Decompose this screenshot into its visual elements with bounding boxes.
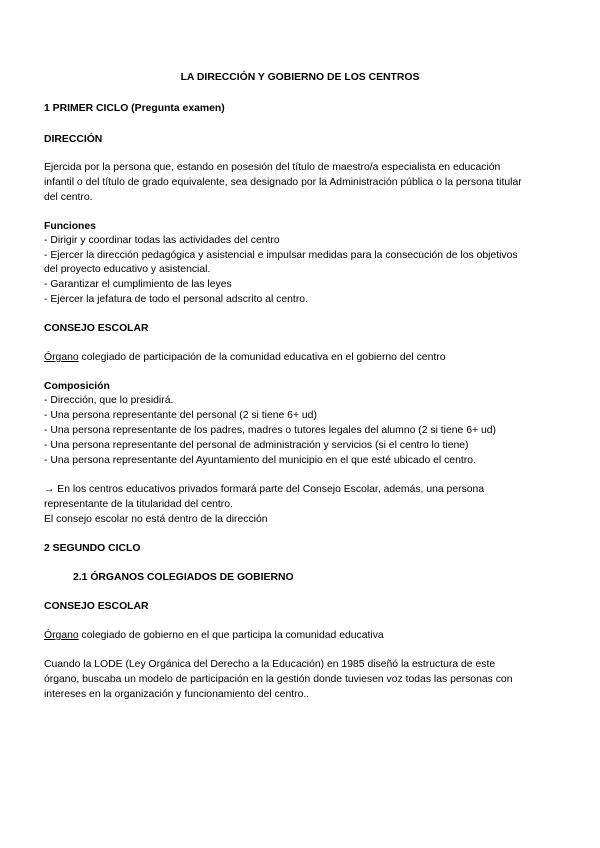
consejo-definition: Órgano colegiado de participación de la comunidad educativa en el gobierno del centro [44,352,446,363]
underlined-term: Órgano [44,630,79,641]
funciones-item: - Dirigir y coordinar todas las actividades del centro [44,235,280,246]
composicion-item: - Una persona representante del personal (2 si tiene 6+ ud) [44,410,317,421]
funciones-item: del proyecto educativo y asistencial. [44,264,211,275]
note-line: representante de la titularidad del centro. [44,499,233,510]
funciones-item: - Garantizar el cumplimiento de las leyes [44,279,232,290]
consejo2-heading: CONSEJO ESCOLAR [44,601,149,612]
composicion-item: - Una persona representante del Ayuntamiento del municipio en el que esté ubicado el centro. [44,455,476,466]
direccion-line-2: infantil o del título de grado equivalente, sea designado por la Administración pública o la persona titular [44,177,522,188]
direccion-heading: DIRECCIÓN [44,134,103,145]
note-line: El consejo escolar no está dentro de la dirección [44,514,268,525]
direccion-line-1: Ejercida por la persona que, estando en posesión del título de maestro/a especialista en educación [44,162,501,173]
section1-heading: 1 PRIMER CICLO (Pregunta examen) [44,103,225,114]
funciones-item: - Ejercer la dirección pedagógica y asistencial e impulsar medidas para la consecución de los objetivos [44,250,518,261]
funciones-heading: Funciones [44,221,96,232]
lode-line-3: intereses en la organización y funcionamiento del centro.. [44,689,310,700]
composicion-heading: Composición [44,381,110,392]
funciones-item: - Ejercer la jefatura de todo el personal adscrito al centro. [44,294,308,305]
section2-subheading: 2.1 ÓRGANOS COLEGIADOS DE GOBIERNO [73,572,294,583]
composicion-item: - Dirección, que lo presidirá. [44,395,174,406]
composicion-item: - Una persona representante de los padres, madres o tutores legales del alumno (2 si tiene 6+ ud) [44,425,496,436]
consejo-heading: CONSEJO ESCOLAR [44,323,149,334]
note-line: → En los centros educativos privados formará parte del Consejo Escolar, además, una persona [44,484,485,495]
composicion-item: - Una persona representante del personal de administración y servicios (si el centro lo tiene) [44,440,469,451]
direccion-line-3: del centro. [44,192,93,203]
lode-line-1: Cuando la LODE (Ley Orgánica del Derecho a la Educación) en 1985 diseñó la estructura de este [44,659,496,670]
document-title: LA DIRECCIÓN Y GOBIERNO DE LOS CENTROS [180,72,420,83]
section2-heading: 2 SEGUNDO CICLO [44,543,141,554]
underlined-term: Órgano [44,352,79,363]
lode-line-2: órgano, buscaba un modelo de participación en la gestión donde tuviesen voz todas las personas con [44,674,513,685]
consejo2-definition: Órgano colegiado de gobierno en el que participa la comunidad educativa [44,630,384,641]
